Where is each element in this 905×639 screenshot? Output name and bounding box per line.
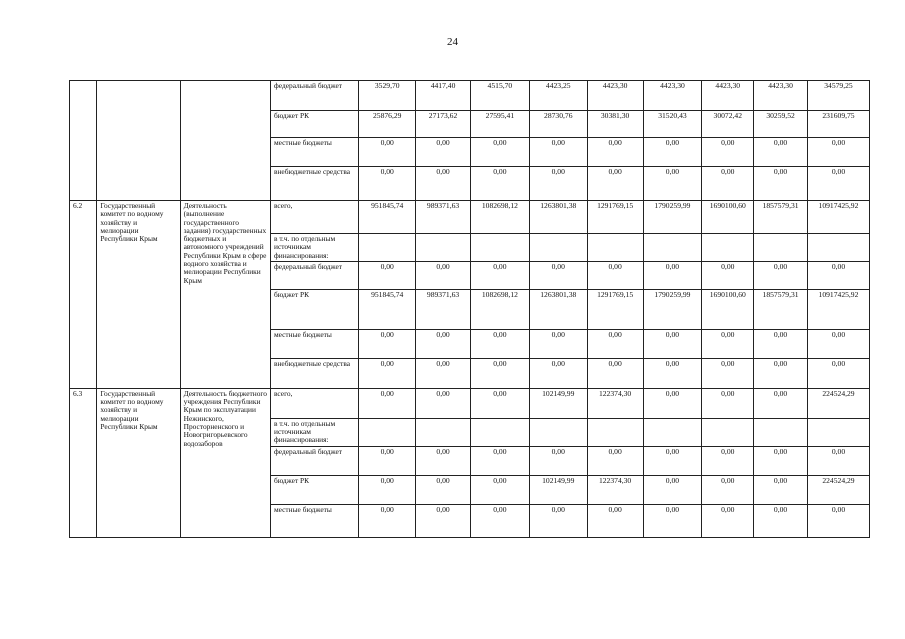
value-cell: 0,00 [470, 358, 529, 388]
value-cell: 0,00 [470, 138, 529, 167]
value-cell: 0,00 [587, 446, 643, 475]
value-cell [702, 234, 754, 262]
value-cell: 0,00 [529, 504, 587, 537]
executor-cell: Государственный комитет по водному хозяйству и мелиорации Республики Крым [97, 201, 180, 389]
value-cell: 0,00 [359, 358, 416, 388]
value-cell: 0,00 [416, 358, 471, 388]
value-cell: 4515,70 [470, 81, 529, 111]
funding-source: внебюджетные средства [270, 358, 358, 388]
value-cell: 0,00 [643, 261, 702, 289]
value-cell: 0,00 [470, 446, 529, 475]
value-cell [470, 418, 529, 446]
table-row [70, 201, 870, 234]
value-cell [359, 234, 416, 262]
value-cell [754, 418, 808, 446]
activity-cell: Деятельность бюджетного учреждения Республики Крым по эксплуатации Нежинского, Просторненского и Новогригорьевского водозаборов [180, 388, 270, 537]
value-cell: 0,00 [702, 138, 754, 167]
value-cell: 0,00 [807, 358, 869, 388]
value-cell: 0,00 [529, 138, 587, 167]
activity-cell: Деятельность (выполнение государственного задания) государственных бюджетных и автономного учреждений Республики Крым в сфере водного хозяйства и мелиорации Республики Крым [180, 201, 270, 389]
value-cell: 0,00 [643, 504, 702, 537]
funding-source: местные бюджеты [270, 138, 358, 167]
value-cell: 27173,62 [416, 111, 471, 138]
value-cell: 989371,63 [416, 201, 471, 234]
value-cell [643, 234, 702, 262]
value-cell: 0,00 [587, 358, 643, 388]
value-cell: 1790259,99 [643, 201, 702, 234]
value-cell [359, 418, 416, 446]
value-cell: 0,00 [529, 446, 587, 475]
value-cell: 224524,29 [807, 388, 869, 418]
value-cell [470, 234, 529, 262]
value-cell: 0,00 [470, 167, 529, 201]
value-cell: 1857579,31 [754, 201, 808, 234]
value-cell: 0,00 [416, 504, 471, 537]
value-cell: 0,00 [470, 475, 529, 504]
value-cell: 0,00 [754, 504, 808, 537]
value-cell [643, 418, 702, 446]
value-cell: 31520,43 [643, 111, 702, 138]
table-body [70, 81, 870, 538]
value-cell: 10917425,92 [807, 289, 869, 329]
executor-cell: Государственный комитет по водному хозяйству и мелиорации Республики Крым [97, 388, 180, 537]
funding-source: федеральный бюджет [270, 81, 358, 111]
executor-cell [97, 81, 180, 201]
value-cell: 122374,30 [587, 475, 643, 504]
value-cell: 951845,74 [359, 289, 416, 329]
value-cell: 30381,30 [587, 111, 643, 138]
value-cell: 4423,30 [702, 81, 754, 111]
value-cell: 0,00 [754, 329, 808, 358]
value-cell: 0,00 [359, 138, 416, 167]
item-number: 6.3 [70, 388, 97, 537]
value-cell [754, 234, 808, 262]
value-cell: 0,00 [529, 358, 587, 388]
value-cell: 0,00 [416, 167, 471, 201]
value-cell: 4423,30 [643, 81, 702, 111]
value-cell: 0,00 [754, 388, 808, 418]
value-cell: 10917425,92 [807, 201, 869, 234]
funding-source: бюджет РК [270, 111, 358, 138]
value-cell: 27595,41 [470, 111, 529, 138]
value-cell: 0,00 [807, 329, 869, 358]
value-cell: 1690100,60 [702, 201, 754, 234]
funding-source: федеральный бюджет [270, 446, 358, 475]
value-cell: 0,00 [416, 138, 471, 167]
value-cell: 0,00 [643, 329, 702, 358]
table-row [70, 388, 870, 418]
value-cell: 102149,99 [529, 475, 587, 504]
funding-source: бюджет РК [270, 475, 358, 504]
value-cell: 951845,74 [359, 201, 416, 234]
value-cell: 4423,30 [754, 81, 808, 111]
value-cell: 0,00 [702, 388, 754, 418]
value-cell: 0,00 [359, 446, 416, 475]
value-cell: 0,00 [416, 446, 471, 475]
value-cell: 0,00 [807, 167, 869, 201]
value-cell: 989371,63 [416, 289, 471, 329]
value-cell [416, 418, 471, 446]
value-cell: 0,00 [359, 388, 416, 418]
activity-cell [180, 81, 270, 201]
value-cell: 0,00 [359, 475, 416, 504]
value-cell: 0,00 [754, 167, 808, 201]
value-cell: 0,00 [416, 388, 471, 418]
value-cell: 0,00 [807, 138, 869, 167]
value-cell [416, 234, 471, 262]
value-cell: 28730,76 [529, 111, 587, 138]
value-cell: 0,00 [807, 261, 869, 289]
value-cell: 1857579,31 [754, 289, 808, 329]
value-cell: 0,00 [529, 167, 587, 201]
value-cell: 0,00 [470, 504, 529, 537]
value-cell: 3529,70 [359, 81, 416, 111]
value-cell: 0,00 [702, 329, 754, 358]
value-cell: 0,00 [643, 167, 702, 201]
value-cell: 0,00 [470, 388, 529, 418]
value-cell: 25876,29 [359, 111, 416, 138]
value-cell: 0,00 [702, 446, 754, 475]
value-cell: 0,00 [359, 504, 416, 537]
value-cell: 0,00 [702, 358, 754, 388]
funding-source: в т.ч. по отдельным источникам финансирования: [270, 234, 358, 262]
value-cell: 0,00 [587, 167, 643, 201]
page-number: 24 [447, 36, 458, 48]
value-cell [807, 234, 869, 262]
funding-source: федеральный бюджет [270, 261, 358, 289]
value-cell: 0,00 [587, 329, 643, 358]
value-cell: 0,00 [643, 388, 702, 418]
value-cell: 0,00 [754, 475, 808, 504]
value-cell [587, 234, 643, 262]
value-cell: 0,00 [416, 261, 471, 289]
value-cell: 0,00 [702, 475, 754, 504]
funding-source: внебюджетные средства [270, 167, 358, 201]
value-cell: 0,00 [587, 138, 643, 167]
value-cell: 4417,40 [416, 81, 471, 111]
value-cell [587, 418, 643, 446]
value-cell: 1082698,12 [470, 289, 529, 329]
value-cell: 122374,30 [587, 388, 643, 418]
value-cell: 4423,25 [529, 81, 587, 111]
value-cell: 224524,29 [807, 475, 869, 504]
value-cell: 0,00 [470, 261, 529, 289]
value-cell: 0,00 [807, 446, 869, 475]
table-row [70, 81, 870, 111]
value-cell: 0,00 [359, 329, 416, 358]
funding-source: всего, [270, 388, 358, 418]
funding-source: всего, [270, 201, 358, 234]
value-cell: 0,00 [643, 475, 702, 504]
value-cell: 30072,42 [702, 111, 754, 138]
value-cell: 1263801,38 [529, 201, 587, 234]
value-cell [807, 418, 869, 446]
value-cell: 1082698,12 [470, 201, 529, 234]
value-cell: 0,00 [470, 329, 529, 358]
value-cell: 0,00 [754, 446, 808, 475]
value-cell: 102149,99 [529, 388, 587, 418]
funding-source: в т.ч. по отдельным источникам финансирования: [270, 418, 358, 446]
value-cell: 0,00 [702, 504, 754, 537]
value-cell: 0,00 [643, 138, 702, 167]
value-cell: 4423,30 [587, 81, 643, 111]
value-cell: 0,00 [416, 475, 471, 504]
funding-source: местные бюджеты [270, 504, 358, 537]
value-cell: 30259,52 [754, 111, 808, 138]
value-cell: 0,00 [754, 261, 808, 289]
value-cell: 1291769,15 [587, 201, 643, 234]
value-cell [702, 418, 754, 446]
value-cell: 1291769,15 [587, 289, 643, 329]
value-cell: 1690100,60 [702, 289, 754, 329]
value-cell [529, 234, 587, 262]
value-cell: 231609,75 [807, 111, 869, 138]
value-cell [529, 418, 587, 446]
value-cell: 0,00 [702, 261, 754, 289]
value-cell: 0,00 [587, 504, 643, 537]
value-cell: 0,00 [643, 446, 702, 475]
value-cell: 1790259,99 [643, 289, 702, 329]
value-cell: 0,00 [643, 358, 702, 388]
value-cell: 0,00 [754, 138, 808, 167]
value-cell: 0,00 [359, 261, 416, 289]
value-cell: 0,00 [587, 261, 643, 289]
value-cell: 0,00 [702, 167, 754, 201]
value-cell: 1263801,38 [529, 289, 587, 329]
value-cell: 0,00 [529, 329, 587, 358]
value-cell: 0,00 [529, 261, 587, 289]
value-cell: 0,00 [754, 358, 808, 388]
budget-table [69, 80, 870, 538]
value-cell: 34579,25 [807, 81, 869, 111]
funding-source: бюджет РК [270, 289, 358, 329]
value-cell: 0,00 [359, 167, 416, 201]
value-cell: 0,00 [807, 504, 869, 537]
value-cell: 0,00 [416, 329, 471, 358]
funding-source: местные бюджеты [270, 329, 358, 358]
number-cell [70, 81, 97, 201]
item-number: 6.2 [70, 201, 97, 389]
